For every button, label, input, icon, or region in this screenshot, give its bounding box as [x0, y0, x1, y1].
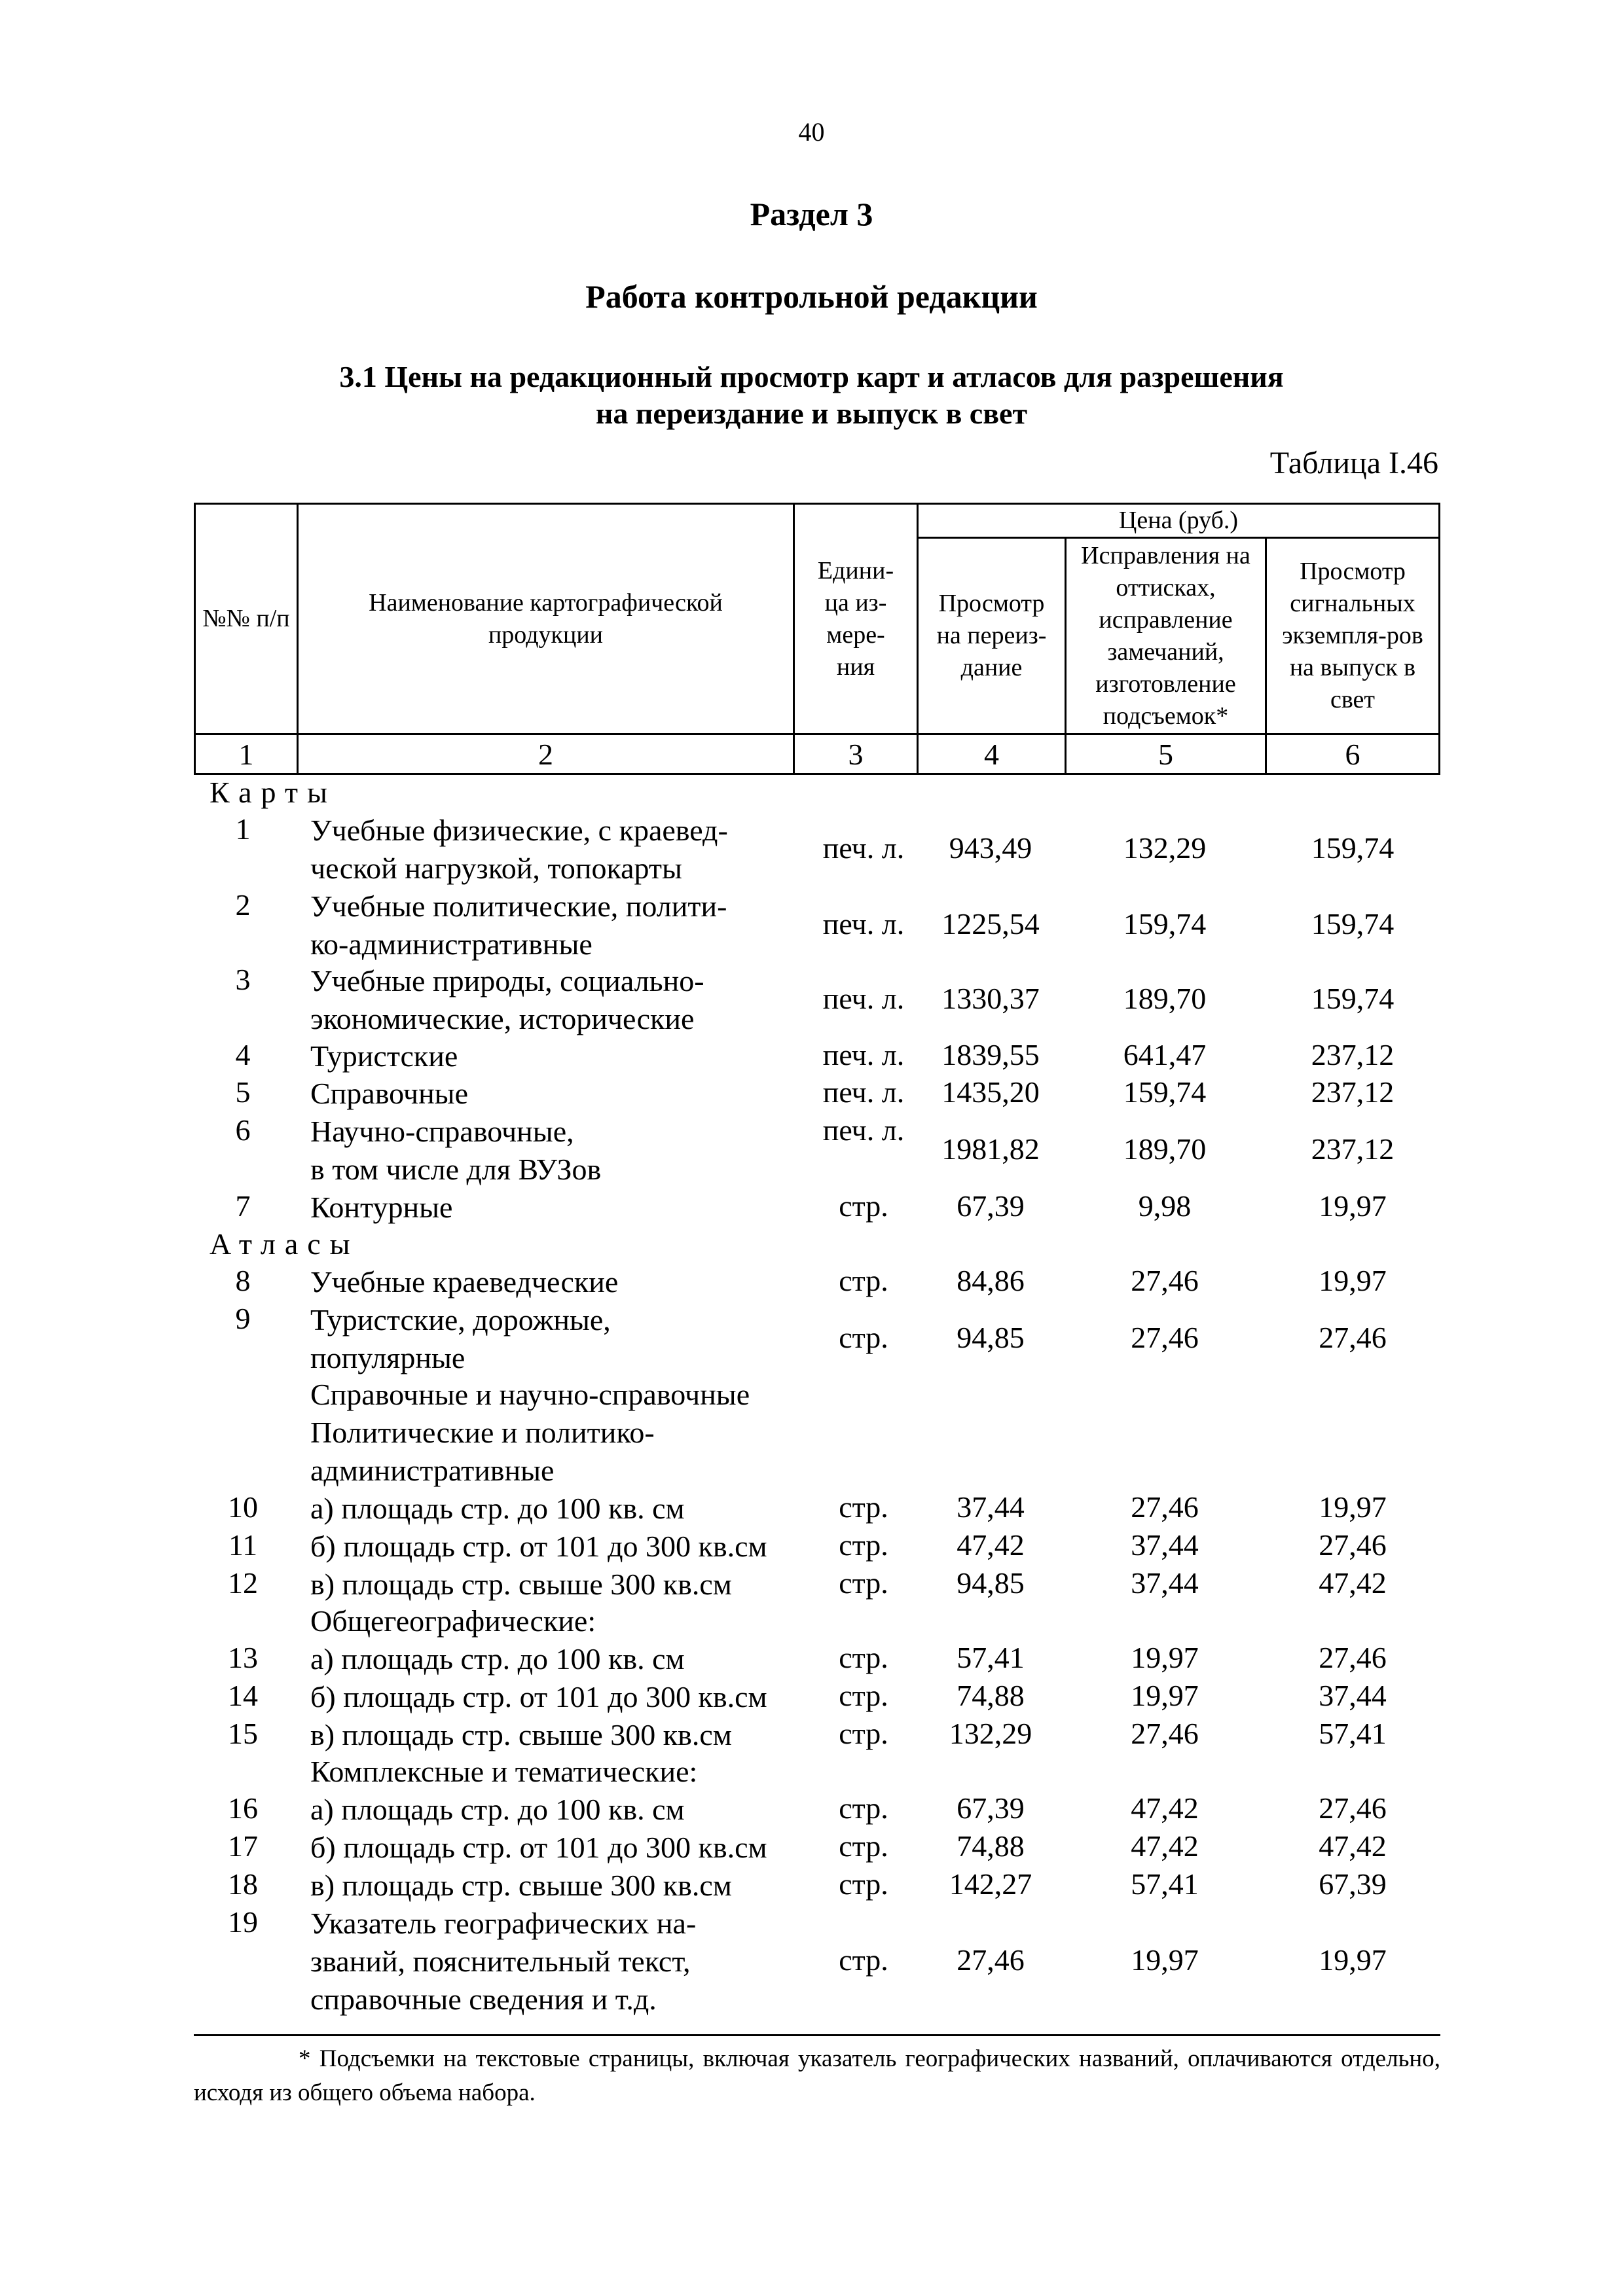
row-product-name-line: б) площадь стр. от 101 до 300 кв.см — [310, 1530, 767, 1563]
row-price-review: 47,42 — [957, 1528, 1025, 1562]
row-price-corrections: 27,46 — [1131, 1717, 1199, 1750]
row-price-signal-copies: 27,46 — [1319, 1528, 1387, 1562]
row-unit: стр. — [839, 1641, 888, 1674]
row-price-signal-copies: 19,97 — [1319, 1264, 1387, 1297]
group-label-maps: Карты — [210, 776, 337, 809]
header-col-number-1: 1 — [238, 737, 254, 771]
row-product-name-line: справочные сведения и т.д. — [310, 1982, 657, 2016]
row-number: 11 — [228, 1528, 258, 1562]
row-unit: печ. л. — [822, 982, 905, 1015]
row-price-signal-copies: 19,97 — [1319, 1943, 1387, 1977]
row-product-name-line: популярные — [310, 1341, 465, 1374]
row-number: 18 — [228, 1867, 258, 1901]
header-col-number-6: 6 — [1345, 737, 1360, 771]
row-price-review: 1839,55 — [941, 1038, 1040, 1071]
row-number: 4 — [235, 1038, 251, 1071]
row-product-name-line: а) площадь стр. до 100 кв. см — [310, 1492, 685, 1525]
row-price-review: 943,49 — [949, 831, 1032, 865]
table-heading-line-2: на переиздание и выпуск в свет — [595, 397, 1028, 430]
table-label: Таблица I.46 — [1269, 446, 1438, 480]
row-price-corrections: 37,44 — [1131, 1528, 1199, 1562]
row-price-corrections: 641,47 — [1123, 1038, 1207, 1071]
header-col-number-3: 3 — [848, 737, 864, 771]
row-number: 13 — [228, 1641, 258, 1674]
row-price-signal-copies: 19,97 — [1319, 1490, 1387, 1524]
row-price-signal-copies: 237,12 — [1311, 1038, 1395, 1071]
header-number: №№ п/п — [202, 605, 290, 632]
row-unit: стр. — [839, 1321, 888, 1354]
row-unit: печ. л. — [822, 907, 905, 941]
header-unit: Едини-ца из-мере-ния — [817, 556, 894, 681]
row-number: 6 — [235, 1113, 251, 1147]
header-col-number-4: 4 — [984, 737, 999, 771]
row-price-review: 27,46 — [957, 1943, 1025, 1977]
row-product-name-line: в том числе для ВУЗов — [310, 1153, 602, 1186]
row-number: 15 — [228, 1717, 258, 1750]
table-bottom-rule — [194, 2034, 1440, 2036]
row-product-name-line: Указатель географических на- — [310, 1907, 697, 1940]
subheader-reference-line: административные — [310, 1454, 555, 1487]
row-price-signal-copies: 27,46 — [1319, 1791, 1387, 1825]
row-price-signal-copies: 67,39 — [1319, 1867, 1387, 1901]
row-unit: стр. — [839, 1528, 888, 1562]
row-product-name-line: б) площадь стр. от 101 до 300 кв.см — [310, 1680, 767, 1713]
row-number: 16 — [228, 1791, 258, 1825]
row-product-name-line: в) площадь стр. свыше 300 кв.см — [310, 1568, 732, 1601]
row-product-name-line: Научно-справочные, — [310, 1115, 574, 1148]
section-subtitle: Работа контрольной редакции — [585, 278, 1038, 315]
row-price-signal-copies: 159,74 — [1311, 907, 1395, 941]
row-product-name-line: Учебные краеведческие — [310, 1265, 619, 1299]
header-product-name: Наименование картографической продукции — [369, 588, 723, 649]
row-product-name-line: б) площадь стр. от 101 до 300 кв.см — [310, 1831, 767, 1864]
table-heading — [0, 359, 1623, 432]
row-price-signal-copies: 37,44 — [1319, 1679, 1387, 1712]
row-price-review: 94,85 — [957, 1566, 1025, 1600]
header-review: Просмотр на переиз-дание — [936, 590, 1047, 681]
row-price-signal-copies: 57,41 — [1319, 1717, 1387, 1750]
row-price-review: 1330,37 — [941, 982, 1040, 1015]
row-price-review: 57,41 — [957, 1641, 1025, 1674]
row-price-review: 67,39 — [957, 1791, 1025, 1825]
row-number: 12 — [228, 1566, 258, 1600]
row-price-corrections: 27,46 — [1131, 1490, 1199, 1524]
row-number: 8 — [235, 1264, 251, 1297]
table-header — [194, 503, 1440, 775]
row-price-review: 1981,82 — [941, 1132, 1040, 1166]
row-price-corrections: 189,70 — [1123, 982, 1207, 1015]
row-product-name-line: Учебные природы, социально- — [310, 964, 704, 997]
header-col-number-2: 2 — [538, 737, 553, 771]
page-number: 40 — [798, 117, 825, 147]
row-product-name-line: Учебные политические, полити- — [310, 889, 727, 923]
row-unit: стр. — [839, 1943, 888, 1977]
row-unit: печ. л. — [822, 1075, 905, 1109]
row-number: 17 — [228, 1829, 258, 1863]
row-product-name-line: в) площадь стр. свыше 300 кв.см — [310, 1718, 732, 1751]
row-price-corrections: 19,97 — [1131, 1679, 1199, 1712]
row-price-signal-copies: 27,46 — [1319, 1321, 1387, 1354]
row-unit: стр. — [839, 1867, 888, 1901]
row-number: 19 — [228, 1905, 258, 1939]
header-corrections: Исправления на оттисках, исправление замечаний, изготовление подсъемок* — [1081, 541, 1250, 730]
row-product-name-line: Учебные физические, с краевед- — [310, 814, 728, 847]
row-number: 14 — [228, 1679, 258, 1712]
row-number: 10 — [228, 1490, 258, 1524]
row-price-signal-copies: 237,12 — [1311, 1132, 1395, 1166]
row-product-name-line: экономические, исторические — [310, 1002, 695, 1035]
row-unit: печ. л. — [822, 1113, 905, 1147]
row-unit: стр. — [839, 1679, 888, 1712]
row-product-name-line: в) площадь стр. свыше 300 кв.см — [310, 1869, 732, 1902]
row-product-name-line: Справочные — [310, 1077, 469, 1110]
row-price-corrections: 27,46 — [1131, 1264, 1199, 1297]
row-number: 1 — [235, 812, 251, 846]
row-number: 9 — [235, 1302, 251, 1335]
row-price-signal-copies: 159,74 — [1311, 831, 1395, 865]
row-product-name-line: званий, пояснительный текст, — [310, 1945, 691, 1978]
row-price-corrections: 19,97 — [1131, 1641, 1199, 1674]
row-price-review: 37,44 — [957, 1490, 1025, 1524]
footnote: * Подсъемки на текстовые страницы, включая указатель географических названий, оплачиваются отдельно, исходя из общего объема набора. — [194, 2045, 1440, 2106]
row-product-name-line: а) площадь стр. до 100 кв. см — [310, 1793, 685, 1826]
row-price-signal-copies: 237,12 — [1311, 1075, 1395, 1109]
row-price-signal-copies: 19,97 — [1319, 1189, 1387, 1223]
row-price-corrections: 9,98 — [1138, 1189, 1192, 1223]
row-unit: печ. л. — [822, 1038, 905, 1071]
subheader-complex-thematic: Комплексные и тематические: — [310, 1755, 698, 1788]
row-price-corrections: 159,74 — [1123, 907, 1207, 941]
row-price-review: 1225,54 — [941, 907, 1040, 941]
row-unit: стр. — [839, 1829, 888, 1863]
row-price-corrections: 159,74 — [1123, 1075, 1207, 1109]
subheader-reference-line: Политические и политико- — [310, 1416, 655, 1449]
row-product-name-line: Туристские — [310, 1039, 458, 1073]
row-price-corrections: 27,46 — [1131, 1321, 1199, 1354]
row-unit: стр. — [839, 1189, 888, 1223]
header-signal-copies: Просмотр сигнальных экземпля-ров на выпуск в свет — [1282, 558, 1423, 713]
subheader-general-geographic: Общегеографические: — [310, 1604, 596, 1638]
row-price-review: 94,85 — [957, 1321, 1025, 1354]
row-price-corrections: 19,97 — [1131, 1943, 1199, 1977]
row-number: 7 — [235, 1189, 251, 1223]
subheader-reference-line: Справочные и научно-справочные — [310, 1378, 750, 1411]
row-price-signal-copies: 47,42 — [1319, 1566, 1387, 1600]
row-price-review: 74,88 — [957, 1679, 1025, 1712]
row-price-review: 132,29 — [949, 1717, 1032, 1750]
header-col-number-5: 5 — [1158, 737, 1173, 771]
row-product-name-line: ческой нагрузкой, топокарты — [310, 852, 682, 885]
row-price-corrections: 47,42 — [1131, 1829, 1199, 1863]
section-title: Раздел 3 — [750, 196, 873, 232]
row-unit: стр. — [839, 1264, 888, 1297]
group-label-atlases: Атласы — [210, 1227, 359, 1261]
row-unit: стр. — [839, 1490, 888, 1524]
row-price-corrections: 189,70 — [1123, 1132, 1207, 1166]
row-price-corrections: 47,42 — [1131, 1791, 1199, 1825]
row-price-corrections: 132,29 — [1123, 831, 1207, 865]
row-price-corrections: 57,41 — [1131, 1867, 1199, 1901]
table-heading-line-1: 3.1 Цены на редакционный просмотр карт и атласов для разрешения — [339, 360, 1284, 393]
row-price-signal-copies: 47,42 — [1319, 1829, 1387, 1863]
row-price-signal-copies: 27,46 — [1319, 1641, 1387, 1674]
row-product-name-line: Туристские, дорожные, — [310, 1303, 611, 1336]
row-unit: стр. — [839, 1791, 888, 1825]
row-price-review: 67,39 — [957, 1189, 1025, 1223]
row-product-name-line: ко-административные — [310, 927, 593, 961]
row-product-name-line: Контурные — [310, 1191, 453, 1224]
row-unit: стр. — [839, 1566, 888, 1600]
row-product-name-line: а) площадь стр. до 100 кв. см — [310, 1642, 685, 1676]
row-price-review: 142,27 — [949, 1867, 1032, 1901]
row-price-review: 74,88 — [957, 1829, 1025, 1863]
row-number: 3 — [235, 963, 251, 996]
row-price-signal-copies: 159,74 — [1311, 982, 1395, 1015]
subheader-reference-atlases — [310, 1376, 750, 1490]
row-number: 5 — [235, 1075, 251, 1109]
row-price-corrections: 37,44 — [1131, 1566, 1199, 1600]
row-number: 2 — [235, 888, 251, 922]
row-unit: стр. — [839, 1717, 888, 1750]
row-price-review: 1435,20 — [941, 1075, 1040, 1109]
row-price-review: 84,86 — [957, 1264, 1025, 1297]
header-price-group: Цена (руб.) — [1118, 507, 1239, 534]
row-unit: печ. л. — [822, 831, 905, 865]
